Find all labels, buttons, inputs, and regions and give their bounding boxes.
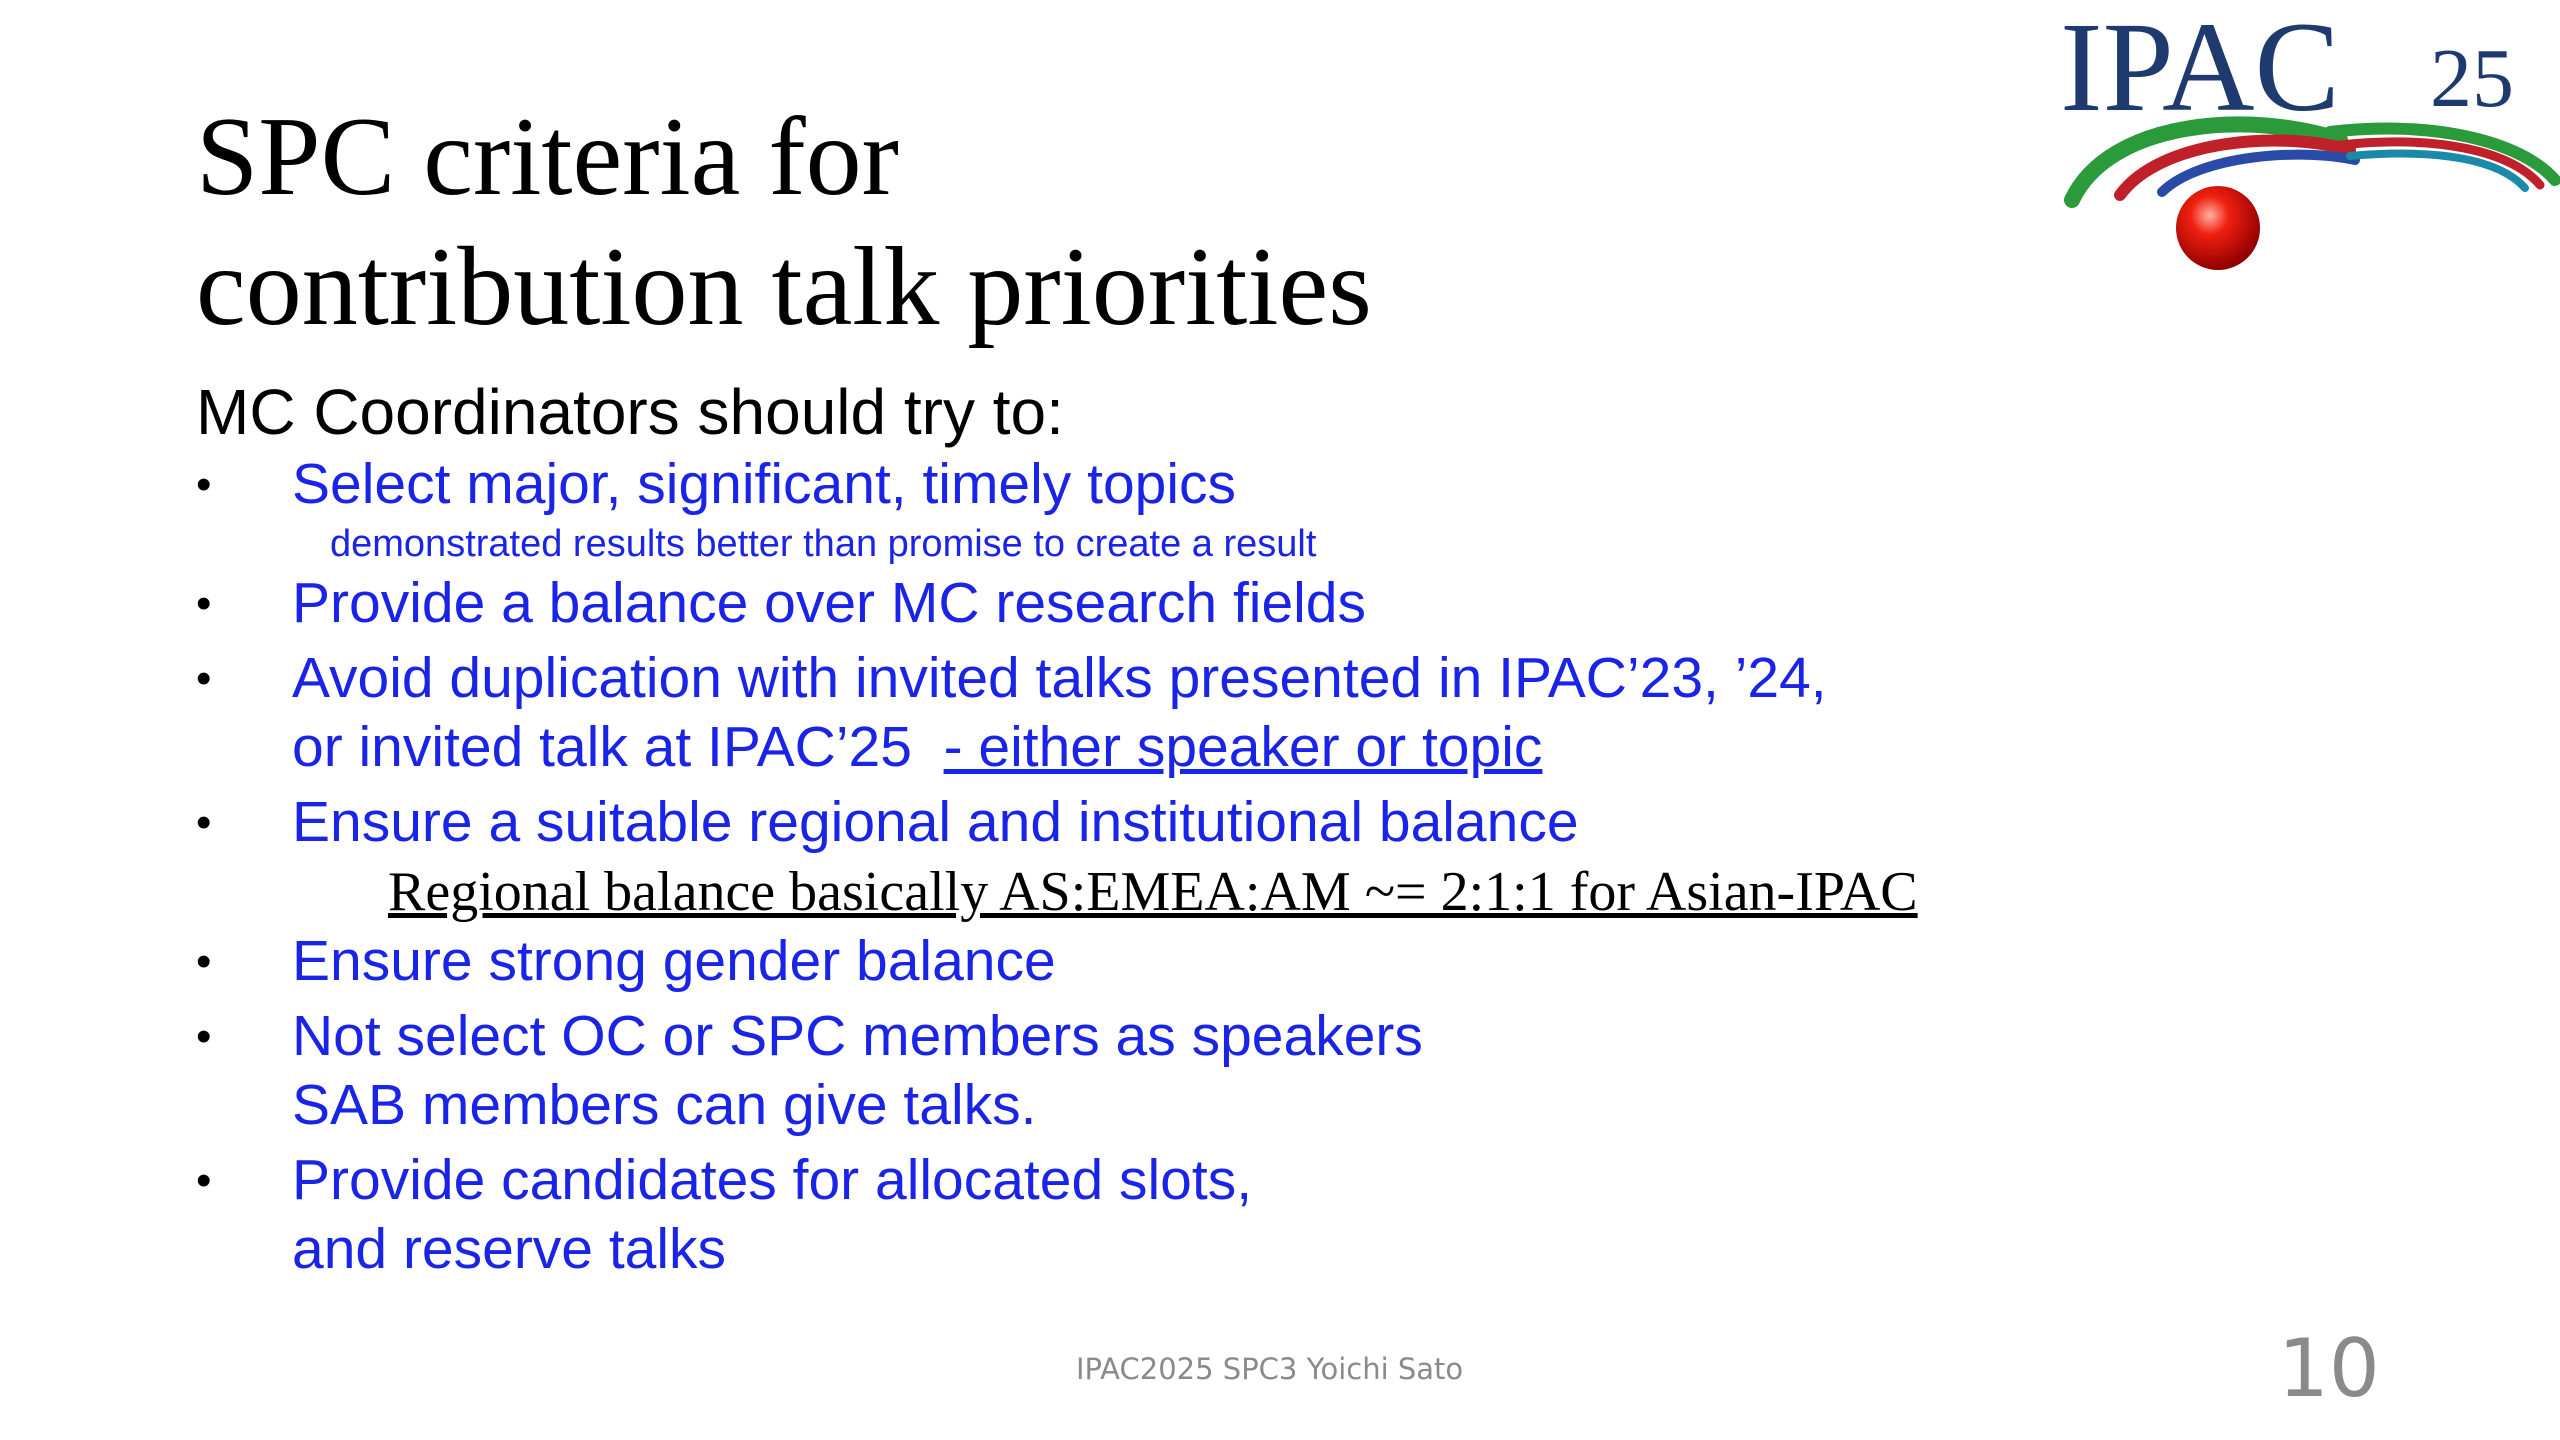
bullet-text: Select major, significant, timely topics (292, 452, 1237, 516)
bullet-item (196, 569, 2196, 638)
bullet-text-plain: or invited talk at IPAC’25 (292, 715, 944, 779)
bullet-dot: • (196, 579, 212, 628)
slide-footer: IPAC2025 SPC3 Yoichi Sato (1076, 1352, 1464, 1386)
bullet-text-underlined: - either speaker or topic (943, 715, 1543, 779)
bullet-item (196, 450, 2196, 519)
bullet-dot: • (196, 460, 212, 509)
regional-balance-note: Regional balance basically AS:EMEA:AM ~= 2:1:1 for Asian-IPAC (388, 861, 1918, 923)
bullet-dot: • (196, 654, 212, 703)
bullet-list (196, 450, 2196, 1284)
bullet-text: Ensure strong gender balance (292, 929, 1056, 993)
bullet-text: Ensure a suitable regional and institutional balance (292, 790, 1579, 854)
bullet-item (196, 927, 2196, 996)
logo-suffix: 25 (2430, 32, 2514, 125)
bullet-item (196, 1002, 2196, 1140)
slide-title (196, 92, 1896, 352)
ipac25-logo (2050, 0, 2560, 280)
logo-arc-blue (2162, 155, 2355, 192)
bullet-text-line-2: and reserve talks (292, 1217, 727, 1281)
logo-arc-red (2120, 140, 2350, 195)
bullet-text: Not select OC or SPC members as speakers (292, 1004, 1423, 1068)
page-number: 10 (2278, 1322, 2380, 1415)
bullet-subtext: demonstrated results better than promise to create a result (330, 523, 1317, 565)
bullet-item (196, 644, 2196, 782)
bullet-item (196, 1146, 2196, 1284)
intro-text: MC Coordinators should try to: (196, 376, 1064, 448)
bullet-text: Provide a balance over MC research fields (292, 571, 1367, 635)
bullet-dot: • (196, 1156, 212, 1205)
bullet-text-line-2 (292, 713, 2196, 782)
bullet-text-line-2: SAB members can give talks. (292, 1073, 1037, 1137)
bullet-dot: • (196, 937, 212, 986)
bullet-text: Provide candidates for allocated slots, (292, 1148, 1253, 1212)
bullet-dot: • (196, 798, 212, 847)
logo-ball (2176, 186, 2260, 270)
title-line-2: contribution talk priorities (196, 225, 1372, 349)
logo-text: IPAC (2060, 0, 2340, 138)
bullet-item (196, 788, 2196, 857)
title-line-1: SPC criteria for (196, 95, 899, 219)
bullet-text: Avoid duplication with invited talks presented in IPAC’23, ’24, (292, 646, 1827, 710)
bullet-dot: • (196, 1012, 212, 1061)
